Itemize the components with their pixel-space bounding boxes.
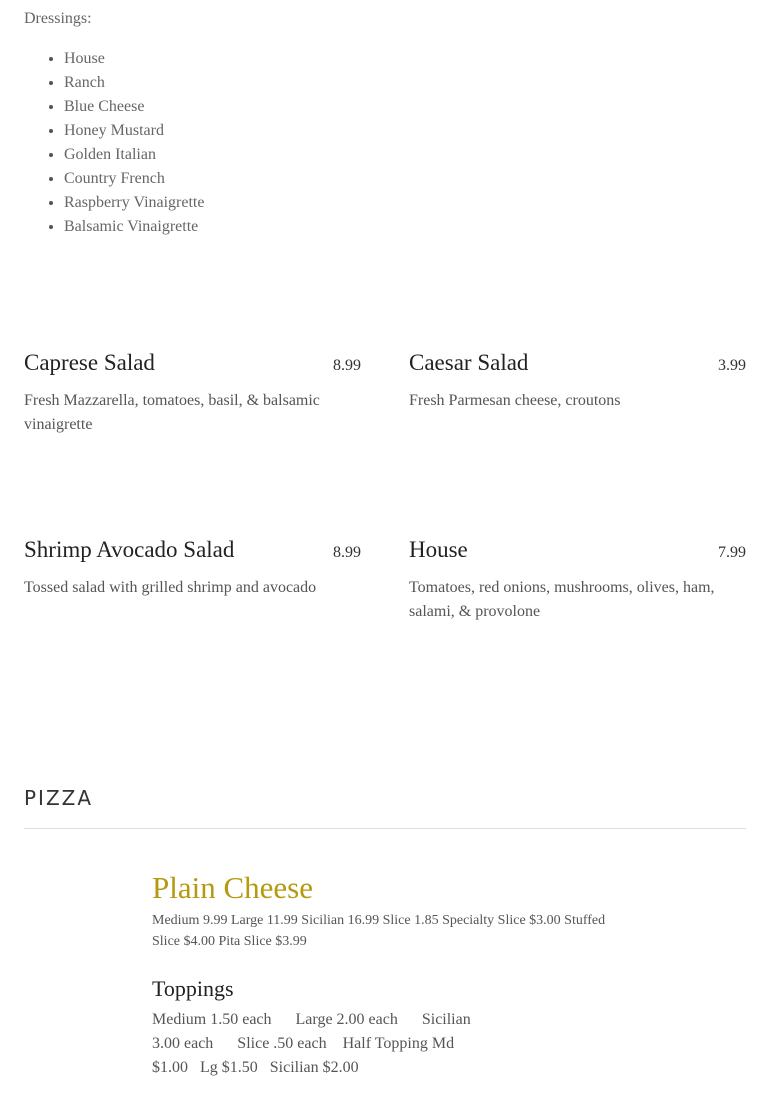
item-name: Plain Cheese	[152, 870, 313, 905]
item-name: Caprese Salad	[24, 350, 155, 375]
item-description: Tomatoes, red onions, mushrooms, olives, ham, salami, & provolone	[409, 579, 715, 620]
item-description: Fresh Parmesan cheese, croutons	[409, 392, 621, 409]
item-price: 8.99	[333, 544, 361, 561]
section-divider	[24, 828, 746, 829]
item-price: 3.99	[718, 357, 746, 374]
list-item: • Balsamic Vinaigrette	[64, 215, 204, 239]
item-price: 8.99	[333, 357, 361, 374]
list-item: • Blue Cheese	[64, 95, 204, 119]
menu-item-shrimp-avocado-salad	[24, 537, 361, 600]
section-title-pizza: PIZZA	[24, 786, 94, 810]
dressings-label: Dressings:	[24, 10, 92, 27]
list-item: • Country French	[64, 167, 204, 191]
item-prices: Medium 9.99 Large 11.99 Sicilian 16.99 Slice 1.85 Specialty Slice $3.00 Stuffed Slice $4.00 Pita Slice $3.99	[152, 913, 606, 949]
menu-item-plain-cheese	[152, 868, 622, 1080]
list-item: • Raspberry Vinaigrette	[64, 191, 204, 215]
toppings-prices: Medium 1.50 each Large 2.00 each Sicilian 3.00 each Slice .50 each Half Topping Md $1.00 Lg $1.50 Sicilian $2.00	[152, 1011, 475, 1076]
list-item: • Ranch	[64, 71, 204, 95]
menu-item-caesar-salad	[409, 350, 746, 413]
item-name: Caesar Salad	[409, 350, 529, 375]
item-name: House	[409, 537, 468, 562]
item-price: 7.99	[718, 544, 746, 561]
list-item: • Golden Italian	[64, 143, 204, 167]
list-item: • Honey Mustard	[64, 119, 204, 143]
item-description: Tossed salad with grilled shrimp and avocado	[24, 579, 317, 596]
item-name: Shrimp Avocado Salad	[24, 537, 235, 562]
toppings-heading: Toppings	[152, 976, 234, 1001]
item-description: Fresh Mazzarella, tomatoes, basil, & balsamic vinaigrette	[24, 392, 320, 433]
menu-item-house-salad	[409, 537, 746, 624]
dressings-list	[24, 47, 204, 239]
menu-item-caprese-salad	[24, 350, 361, 437]
list-item: • House	[64, 47, 204, 71]
